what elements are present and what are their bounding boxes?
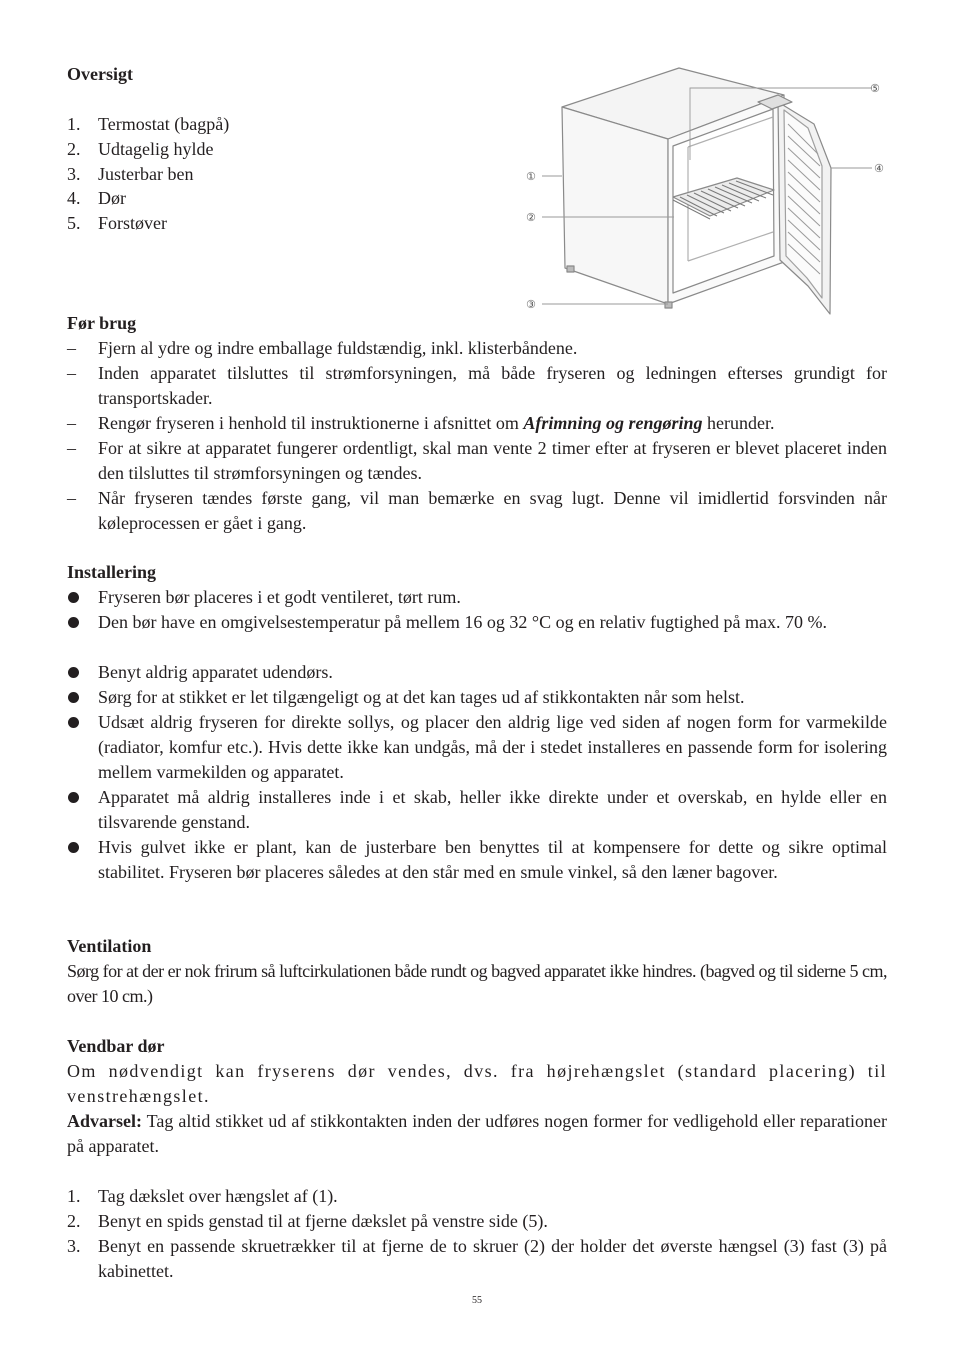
list-text: Inden apparatet tilsluttes til strømforsyningen, må både fryseren og ledningen efterses grundigt for transportskader. xyxy=(98,363,887,408)
callout-4: ④ xyxy=(874,162,884,175)
list-item xyxy=(67,610,887,635)
list-item xyxy=(67,436,887,486)
list-item xyxy=(67,411,887,436)
list-number: 2. xyxy=(67,139,81,159)
warning-paragraph xyxy=(67,1109,887,1159)
list-text: Fjern al ydre og indre emballage fuldstændig, inkl. klisterbåndene. xyxy=(98,338,578,358)
text-before: Rengør fryseren i henhold til instruktionerne i afsnittet om xyxy=(98,413,524,433)
list-number: 5. xyxy=(67,213,81,233)
list-number: 3. xyxy=(67,1236,81,1256)
list-text: Benyt en spids genstad til at fjerne dækslet på venstre side (5). xyxy=(98,1211,548,1231)
list-number: 1. xyxy=(67,1186,81,1206)
heading-ventilation: Ventilation xyxy=(67,936,152,956)
list-item xyxy=(67,186,467,211)
list-item xyxy=(67,660,887,685)
list-item xyxy=(67,835,887,885)
bullet-icon xyxy=(68,717,79,728)
list-item xyxy=(67,685,887,710)
list-text: Sørg for at stikket er let tilgængeligt og at det kan tages ud af stikkontakten når som helst. xyxy=(98,687,745,707)
list-text: Tag dækslet over hængslet af (1). xyxy=(98,1186,338,1206)
list-text: Når fryseren tændes første gang, vil man bemærke en svag lugt. Denne vil imidlertid forsvinden når køleprocessen er gået i gang. xyxy=(98,488,887,533)
warning-text: Tag altid stikket ud af stikkontakten inden der udføres nogen former for vedligehold eller reparationer på apparatet. xyxy=(67,1111,887,1156)
heading-vendbar-dor: Vendbar dør xyxy=(67,1036,165,1056)
emphasized-reference: Afrimning og rengøring xyxy=(523,413,703,433)
dash-marker: – xyxy=(67,488,76,508)
bullet-icon xyxy=(68,617,79,628)
heading-installering: Installering xyxy=(67,562,157,582)
dash-marker: – xyxy=(67,438,76,458)
list-item xyxy=(67,162,467,187)
list-item xyxy=(67,137,467,162)
list-text: Justerbar ben xyxy=(98,164,194,184)
text-after: herunder. xyxy=(702,413,775,433)
dash-marker: – xyxy=(67,338,76,358)
callout-3: ③ xyxy=(526,298,536,311)
list-text: Forstøver xyxy=(98,213,167,233)
list-item xyxy=(67,1184,887,1209)
list-number: 3. xyxy=(67,164,81,184)
freezer-diagram xyxy=(522,62,894,320)
list-text: Hvis gulvet ikke er plant, kan de justerbare ben benyttes til at kompensere for dette og sikre optimal stabilitet. Fryseren bør placeres således at den står med en smule vinkel, så den læner bagover. xyxy=(98,837,887,882)
ventilation-text: Sørg for at der er nok frirum så luftcirkulationen både rundt og bagved apparatet ikke hindres. (bagved og til siderne 5 cm, over 10 cm.) xyxy=(67,961,887,1006)
list-text: Termostat (bagpå) xyxy=(98,114,230,134)
callout-2: ② xyxy=(526,211,536,224)
callout-1: ① xyxy=(526,170,536,183)
bullet-icon xyxy=(68,667,79,678)
list-number: 4. xyxy=(67,188,81,208)
list-text: Benyt aldrig apparatet udendørs. xyxy=(98,662,333,682)
cabinet-side xyxy=(562,107,668,304)
list-item xyxy=(67,361,887,411)
dash-marker: – xyxy=(67,363,76,383)
list-text: Apparatet må aldrig installeres inde i et skab, heller ikke direkte under et overskab, en hylde eller en tilsvarende genstand. xyxy=(98,787,887,832)
list-item xyxy=(67,1234,887,1284)
heading-for-brug: Før brug xyxy=(67,313,137,333)
bullet-icon xyxy=(68,792,79,803)
callout-5: ⑤ xyxy=(870,82,880,95)
list-item xyxy=(67,211,467,236)
list-text: Benyt en passende skruetrækker til at fjerne de to skruer (2) der holder det øverste hængsel (3) fast (3) på kabinettet. xyxy=(98,1236,887,1281)
warning-label: Advarsel: xyxy=(67,1111,142,1131)
list-item xyxy=(67,336,887,361)
heading-oversigt: Oversigt xyxy=(67,64,133,84)
bullet-icon xyxy=(68,592,79,603)
list-number: 2. xyxy=(67,1211,81,1231)
list-text: Udsæt aldrig fryseren for direkte sollys, og placer den aldrig lige ved siden af nogen form for varmekilde (radiator, komfur etc.). Hvis dette ikke kan undgås, må der i stedet installeres en passende form for isolering mellem varmekilden og apparatet. xyxy=(98,712,887,782)
list-item xyxy=(67,785,887,835)
list-text: Dør xyxy=(98,188,126,208)
bullet-icon xyxy=(68,842,79,853)
list-text xyxy=(98,411,887,436)
list-item xyxy=(67,710,887,785)
list-item xyxy=(67,486,887,536)
list-text: Den bør have en omgivelsestemperatur på mellem 16 og 32 °C og en relativ fugtighed på max. 70 %. xyxy=(98,612,827,632)
page-number: 55 xyxy=(472,1295,482,1306)
list-item xyxy=(67,112,467,137)
list-text: Udtagelig hylde xyxy=(98,139,214,159)
bullet-icon xyxy=(68,692,79,703)
list-number: 1. xyxy=(67,114,81,134)
vendbar-text: Om nødvendigt kan fryserens dør vendes, dvs. fra højrehængslet (standard placering) til venstrehængslet. xyxy=(67,1061,887,1106)
list-text: For at sikre at apparatet fungerer ordentligt, skal man vente 2 timer efter at fryseren er blevet placeret inden den tilsluttes til strømforsyningen og tændes. xyxy=(98,438,887,483)
list-item xyxy=(67,1209,887,1234)
list-item xyxy=(67,585,887,610)
dash-marker: – xyxy=(67,413,76,433)
list-text: Fryseren bør placeres i et godt ventileret, tørt rum. xyxy=(98,587,461,607)
